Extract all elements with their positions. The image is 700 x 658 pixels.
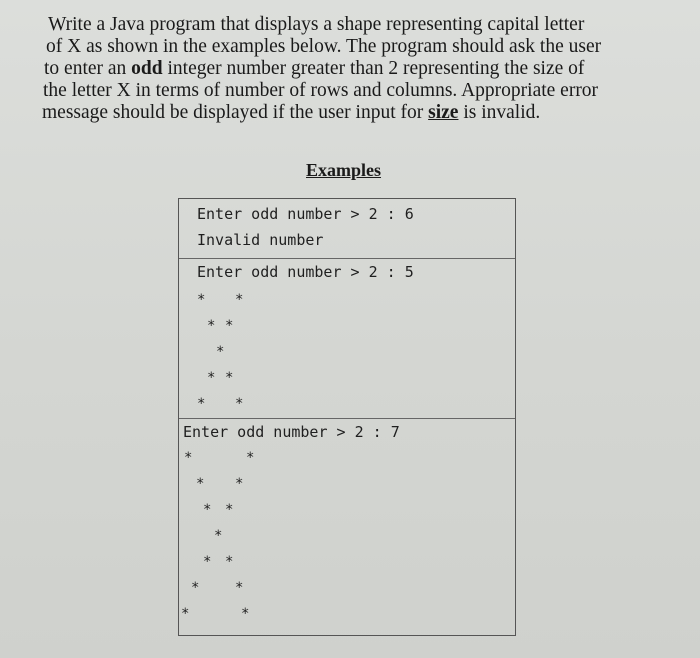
statement-line-5-start: message should be displayed if the user input for xyxy=(42,102,429,123)
odd-emphasis: odd xyxy=(131,58,163,79)
size-5-star: * xyxy=(207,370,216,386)
statement-line-2: of X as shown in the examples below. The program should ask the user xyxy=(46,36,602,57)
statement-line-5-end: is invalid. xyxy=(458,102,541,123)
statement-line-3-end: integer number greater than 2 representing the size of xyxy=(162,58,585,79)
size-7-star: * xyxy=(235,580,244,596)
examples-table xyxy=(178,198,516,636)
example-size-7-cell xyxy=(179,419,515,635)
size-7-star: * xyxy=(225,502,234,518)
size-5-star: * xyxy=(225,370,234,386)
statement-line-1: Write a Java program that displays a shape representing capital letter xyxy=(48,14,585,35)
problem-statement xyxy=(40,14,680,124)
size-7-star: * xyxy=(191,580,200,596)
statement-line-5 xyxy=(40,102,680,124)
size-7-star: * xyxy=(203,554,212,570)
size-5-star: * xyxy=(197,396,206,412)
size-7-star: * xyxy=(184,450,193,466)
size-5-star: * xyxy=(235,396,244,412)
example-invalid-cell xyxy=(179,199,515,259)
example-2-prompt: Enter odd number > 2 : 5 xyxy=(197,263,414,281)
size-7-star: * xyxy=(225,554,234,570)
size-7-star: * xyxy=(181,606,190,622)
statement-line-4: the letter X in terms of number of rows and columns. Appropriate error xyxy=(43,80,599,101)
example-1-error: Invalid number xyxy=(197,231,324,249)
size-5-star: * xyxy=(235,292,244,308)
size-5-star: * xyxy=(197,292,206,308)
size-emphasis: size xyxy=(428,102,459,123)
size-7-star: * xyxy=(246,450,255,466)
example-size-5-cell xyxy=(179,259,515,419)
size-7-star: * xyxy=(203,502,212,518)
size-7-star: * xyxy=(196,476,205,492)
size-5-star: * xyxy=(225,318,234,334)
examples-heading: Examples xyxy=(306,160,382,180)
size-7-star: * xyxy=(214,528,223,544)
size-5-star: * xyxy=(216,344,225,360)
size-7-star: * xyxy=(235,476,244,492)
example-1-prompt: Enter odd number > 2 : 6 xyxy=(197,205,414,223)
statement-line-3-start: to enter an xyxy=(44,58,132,79)
size-5-star: * xyxy=(207,318,216,334)
size-7-star: * xyxy=(241,606,250,622)
example-3-prompt: Enter odd number > 2 : 7 xyxy=(183,423,400,441)
statement-line-3 xyxy=(40,58,680,80)
